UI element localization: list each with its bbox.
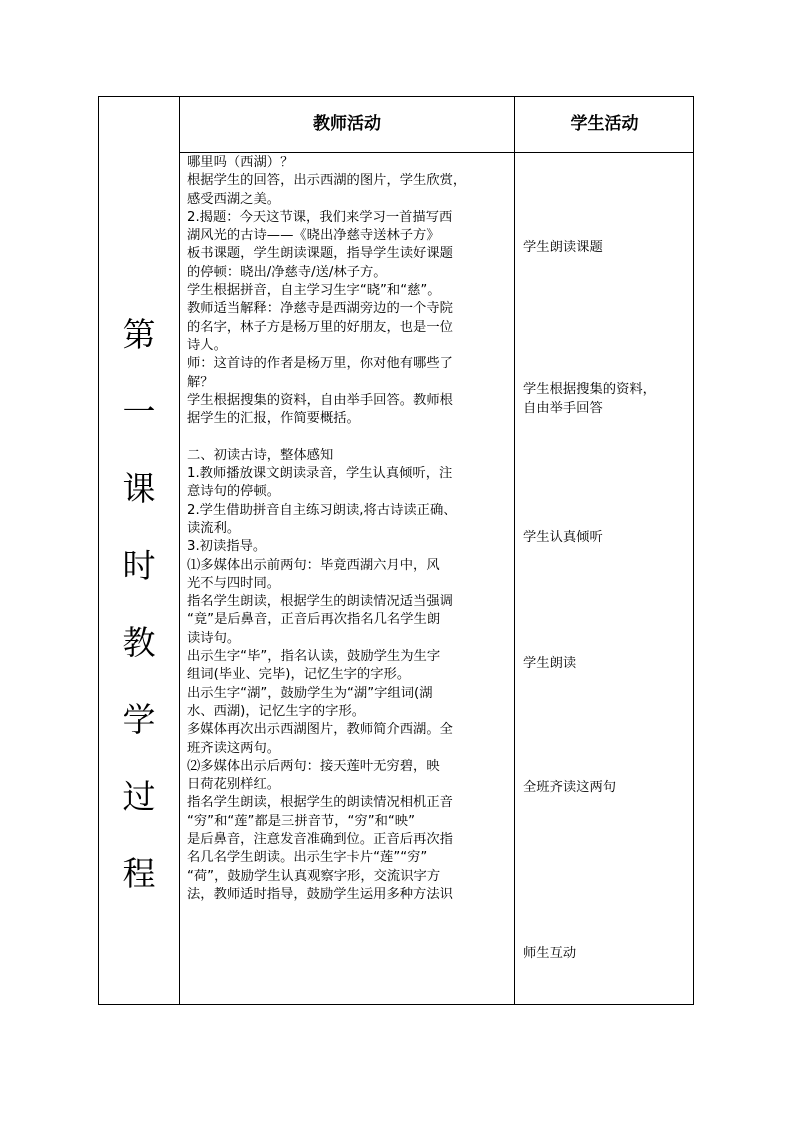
teacher-text-line: 的名字，林子方是杨万里的好朋友，也是一位 <box>187 319 453 335</box>
teacher-text-line: “穷”和“莲”都是三拼音节，“穷”和“映” <box>187 813 415 829</box>
teacher-text-line: 的停顿：晓出/净慈寺/送/林子方。 <box>187 264 387 280</box>
student-note-line: 自由举手回答 <box>523 401 603 416</box>
teacher-text-line: 哪里吗（西湖）？ <box>187 155 294 170</box>
teacher-text-line: 解？ <box>187 374 214 390</box>
section-title-char: 时 <box>122 546 156 585</box>
teacher-text-line: 指名学生朗读，根据学生的朗读情况适当强调 <box>187 594 453 610</box>
column-divider-left <box>179 97 180 1004</box>
teacher-text-line: 1.教师播放课文朗读录音，学生认真倾听，注 <box>187 466 453 482</box>
student-note-line: 全班齐读这两句 <box>523 780 617 795</box>
teacher-activity-content <box>187 154 511 904</box>
student-note <box>523 944 693 963</box>
header-divider <box>179 152 693 153</box>
student-note-line: 师生互动 <box>523 946 577 961</box>
teacher-text-line: 3.初读指导。 <box>187 539 267 555</box>
teacher-text-line: 是后鼻音，注意发音准确到位。正音后再次指 <box>187 831 453 847</box>
student-note <box>523 654 693 673</box>
teacher-text-line: 日荷花别样红。 <box>187 777 281 793</box>
teacher-text-line: 读流利。 <box>187 520 241 536</box>
teacher-text-line: 出示生字“毕”，指名认读，鼓励学生为生字 <box>187 649 441 665</box>
teacher-text-line: 师：这首诗的作者是杨万里，你对他有哪些了 <box>187 356 453 372</box>
teacher-text-line: 诗人。 <box>187 337 227 353</box>
teacher-text-line: 根据学生的回答，出示西湖的图片，学生欣赏， <box>187 173 467 189</box>
teacher-text-line: 二、初读古诗，整体感知 <box>187 447 334 463</box>
teacher-text-line: 班齐读这两句。 <box>187 740 281 756</box>
teacher-text-line: ⑴多媒体出示前两句：毕竟西湖六月中，风 <box>187 557 440 573</box>
section-title-column <box>99 97 179 1006</box>
teacher-text-line: 湖风光的古诗——《晓出净慈寺送林子方》 <box>187 228 440 244</box>
teacher-text-line: 学生根据搜集的资料，自由举手回答。教师根 <box>187 392 453 408</box>
section-title-char: 学 <box>122 700 156 739</box>
teacher-text-line: 感受西湖之美。 <box>187 191 281 207</box>
teacher-text-line: 法，教师适时指导，鼓励学生运用多种方法识 <box>187 886 453 902</box>
teacher-text-line: 2.学生借助拼音自主练习朗读,将古诗读正确、 <box>187 502 457 518</box>
column-divider-right <box>514 97 515 1004</box>
teacher-text-line: 教师适当解释：净慈寺是西湖旁边的一个寺院 <box>187 301 453 317</box>
section-title-char: 课 <box>122 469 156 508</box>
teacher-text-line: “竟”是后鼻音，正音后再次指名几名学生朗 <box>187 612 441 628</box>
section-title-char: 过 <box>122 777 156 816</box>
student-note <box>523 778 693 797</box>
teacher-text-line: 多媒体再次出示西湖图片，教师简介西湖。全 <box>187 722 453 738</box>
student-note <box>523 380 693 418</box>
teacher-text-line: 出示生字“湖”，鼓励学生为“湖”字组词(湖 <box>187 685 433 701</box>
student-note-line: 学生根据搜集的资料， <box>523 382 656 397</box>
teacher-text-line: 水、西湖)，记忆生字的字形。 <box>187 703 366 719</box>
teacher-text-line: 据学生的汇报，作简要概括。 <box>187 411 360 427</box>
teacher-text-line: 读诗句。 <box>187 630 241 646</box>
teacher-text-line: 指名学生朗读，根据学生的朗读情况相机正音 <box>187 795 453 811</box>
teacher-text-line: 意诗句的停顿。 <box>187 484 281 500</box>
teacher-text-line: 光不与四时同。 <box>187 575 281 591</box>
teacher-text-line: “荷”，鼓励学生认真观察字形，交流识字方 <box>187 868 441 884</box>
section-title-char: 一 <box>122 392 156 431</box>
section-title-char: 教 <box>122 623 156 662</box>
teacher-text-line: 组词(毕业、完毕)，记忆生字的字形。 <box>187 667 411 683</box>
section-title-char: 第 <box>122 315 156 354</box>
student-activity-header: 学生活动 <box>570 114 639 134</box>
student-note-line: 学生朗读 <box>523 656 577 671</box>
teacher-activity-header: 教师活动 <box>313 114 381 134</box>
student-note-line: 学生认真倾听 <box>523 530 603 545</box>
teacher-text-line: 板书课题，学生朗读课题，指导学生读好课题 <box>187 246 453 262</box>
teacher-text-line: 名几名学生朗读。出示生字卡片“莲”“穷” <box>187 850 428 866</box>
lesson-table <box>98 96 694 1005</box>
teacher-text-line: 2.揭题：今天这节课，我们来学习一首描写西 <box>187 209 453 225</box>
student-note <box>523 238 693 257</box>
section-title-char: 程 <box>122 854 156 893</box>
teacher-text-line: 学生根据拼音，自主学习生字“晓”和“慈”。 <box>187 283 441 299</box>
student-note <box>523 528 693 547</box>
teacher-text-line: ⑵多媒体出示后两句：接天莲叶无穷碧，映 <box>187 758 440 774</box>
student-note-line: 学生朗读课题 <box>523 240 603 255</box>
teacher-text-line <box>187 428 511 446</box>
